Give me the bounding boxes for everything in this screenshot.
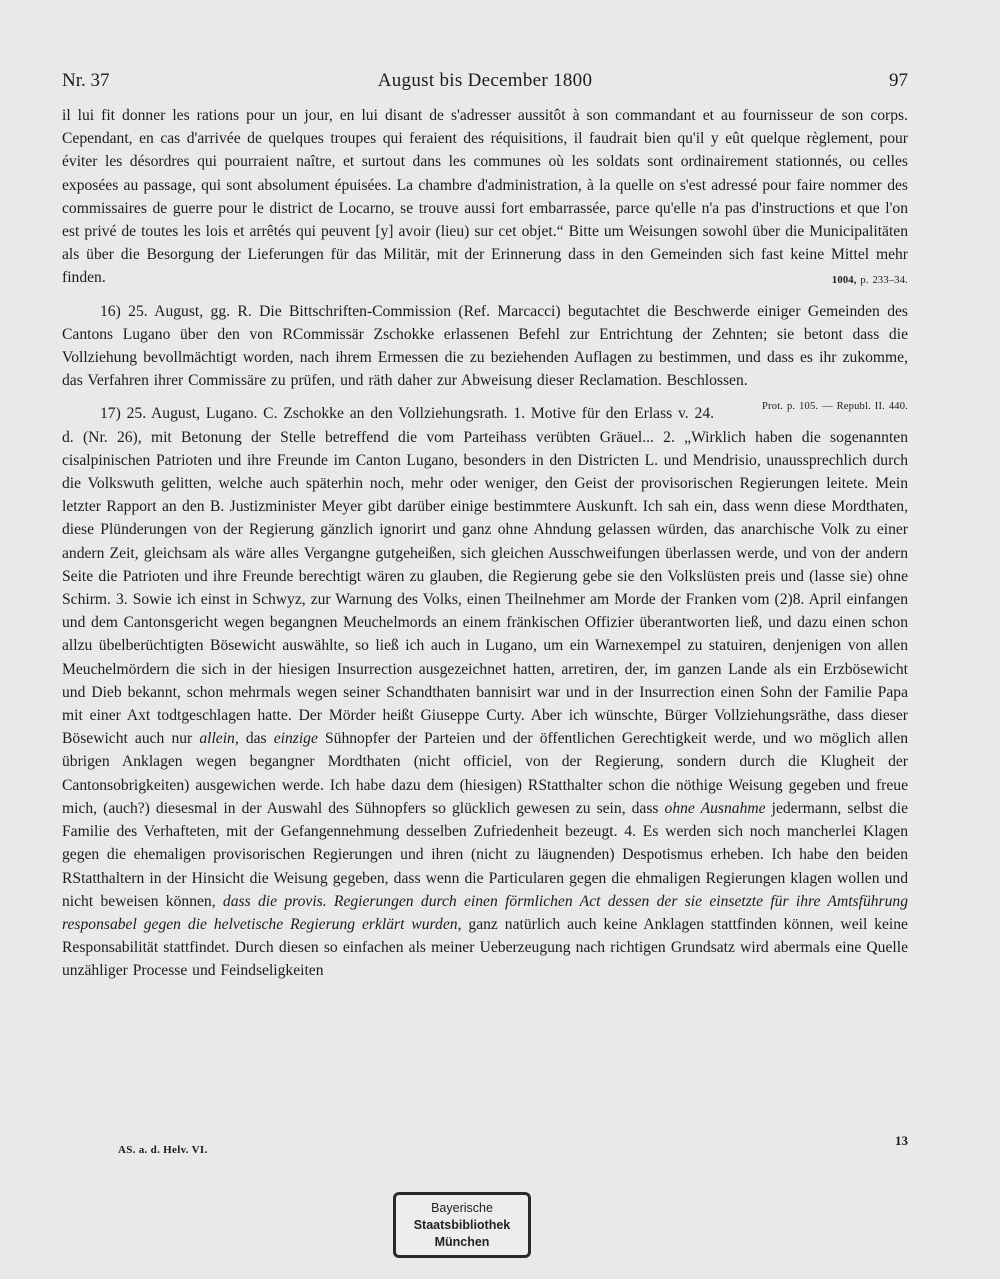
source-reference-number: 1004, [831, 275, 857, 287]
stamp-line: München [434, 1235, 490, 1249]
library-stamp [393, 1192, 531, 1258]
italic-emphasis: ohne Ausnahme [664, 799, 766, 817]
running-title: August bis December 1800 [377, 70, 593, 91]
italic-emphasis: allein, [199, 730, 239, 748]
running-header [62, 70, 908, 98]
page-number: 97 [889, 70, 908, 91]
signature-number: 13 [895, 1133, 908, 1148]
paragraph-continuation [62, 104, 908, 290]
paragraph-text: ganz natürlich auch keine Anklagen stattfinden können, weil keine Responsabilität stattfindet. Durch diesen so einfachen als meiner Ueberzeugung nach richtigen Grundsatz wird abermals eine Quelle unzähliger Processe und Feindseligkeiten [62, 915, 908, 980]
source-reference: Prot. p. 105. — Republ. II. 440. [762, 401, 908, 413]
stamp-line: Bayerische [431, 1201, 493, 1215]
paragraph-text: das [238, 730, 274, 748]
paragraph-text: 17) 25. August, Lugano. C. Zschokke an den Vollziehungsrath. 1. Motive für den Erlass v. 24. d. (Nr. 26), mit Betonung der Stelle betreffend die vom Parteihass verübten Gräuel... 2. „Wirklich haben die sogenannten cisalpinischen Patrioten und ihre Freunde im Canton Lugano, besonders in den Districten L. und Mendrisio, unaussprechlich durch die Volkswuth gelitten, welche auch späterhin noch, mehr oder weniger, den Geist der provisorischen Regierungen leitete. Mein letzter Rapport an den B. Justizminister Meyer gibt darüber einige bestimmtere Auskunft. Ich sah ein, dass wenn diese Mordthaten, diese Plünderungen von der Regierung gänzlich ignorirt und ganz ohne Ahndung gelassen würden, das anarchische Volk zu einer andern Zeit, gleichsam als wäre alles Vergangne gutgeheißen, sich gleichen Ausschweifungen überlassen werde, und von der andern Seite die Patrioten und ihre Freunde berechtigt wären zu glauben, die Regierung gebe sie den Volkslüsten preis und (lasse sie) ohne Schirm. 3. Sowie ich einst in Schwyz, zur Warnung des Volks, einen Theilnehmer am Morde der Franken vom (2)8. April einfangen und dem Cantonsgericht wegen begangnen Meuchelmords an einem fränkischen Offizier überantworten ließ, und dazu einen schon allzu übelberüchtigten Bösewicht auswählte, so ließ ich auch in Lugano, um ein Warnexempel zu statuiren, denjenigen von allen Meuchelmördern die sich in der hiesigen Insurrection ausgezeichnet hatten, arretiren, der, im ganzen Lande als ein Erzbösewicht und Dieb bekannt, schon mehrmals wegen seiner Schandthaten bannisirt war und in der Insurrection einen Sohn der Familie Papa mit einer Axt todtgeschlagen hatte. Der Mörder heißt Giuseppe Curty. Aber ich wünschte, Bürger Vollziehungsräthe, dass dieser Bösewicht auch nur [62, 405, 908, 748]
paragraph-text: jedermann, selbst die Familie des Verhafteten, mit der Gefangennehmung desselben Zufriedenheit bezeugt. 4. Es werden sich noch mancherlei Klagen gegen die ehemaligen provisorischen Regierungen und ihren (nicht zu läugnenden) Despotismus erheben. Ich habe den beiden RStatthaltern in der Hinsicht die Weisung gegeben, dass wenn die Particularen gegen die ehmaligen Regierungen klagen wollen und nicht beweisen können, [62, 799, 908, 910]
paragraph-entry-17 [62, 402, 908, 982]
source-reference-pages: p. 233–34. [856, 275, 908, 287]
paragraph-entry-16 [62, 300, 908, 413]
italic-emphasis: dass die provis. Regierungen durch einen förmlichen Act dessen der sie einsetzte für ihre Amtsführung responsabel gegen die helvetische Regierung erklärt wurden, [62, 892, 908, 933]
italic-emphasis: einzige [273, 730, 318, 748]
paragraph-text: il lui fit donner les rations pour un jour, en lui disant de s'adresser aussitôt à son commandant et au fournisseur de son corps. Cependant, en cas d'arrivée de quelques troupes qui feraient des réquisitions, il faudrait bien qu'il y eût quelque règlement, pour éviter les désordres qui pourraient naître, et surtout dans les communes où les soldats sont ordinairement stationnés, ou celles exposées au passage, qui sont absolument épuisées. La chambre d'administration, à la quelle on s'est adressé pour faire nommer des commissaires de guerre pour le district de Locarno, se trouve aussi fort embarrassée, parce qu'elle n'a pas d'instructions et que l'on est privé de toutes les lois et arrêtés qui peuvent [y] avoir (lieu) sur cet objet.“ Bitte um Weisungen sowohl über die Municipalitäten als über die Besorgung der Lieferungen für das Militär, mit der Erinnerung dass in den Gemeinden sich fast keine Mittel mehr finden. [62, 107, 908, 287]
document-number: Nr. 37 [62, 70, 110, 91]
body-text [62, 104, 908, 983]
source-reference [832, 269, 908, 292]
paragraph-text: 16) 25. August, gg. R. Die Bittschriften-Commission (Ref. Marcacci) begutachtet die Beschwerde einiger Gemeinden des Cantons Lugano über den von RCommissär Zschokke erlassenen Befehl zur Entrichtung der Zehnten; sie betont dass die Vollziehung bevollmächtigt worden, nach ihrem Ermessen die zu beziehenden Auflagen zu bestimmen, und dass es ihr zukomme, das Verfahren ihrer Commissäre zu prüfen, und räth daher zur Abweisung dieser Reclamation. Beschlossen. [62, 302, 908, 390]
paragraph-text: Sühnopfer der Parteien und der öffentlichen Gerechtigkeit werde, und wo möglich allen übrigen Anklagen wegen begangner Mordthaten (nicht officiel, von der Regierung, sondern durch die Klugheit der Cantonsobrigkeiten) ausgewichen werde. Ich habe dazu dem (hiesigen) RStatthalter schon die nöthige Weisung gegeben und freue mich, (auch?) diesesmal in der Auswahl des Sühnopfers so glücklich gewesen zu sein, dass [62, 730, 908, 817]
footer-series-title: AS. a. d. Helv. VI. [118, 1144, 208, 1156]
stamp-line: Staatsbibliothek [413, 1218, 511, 1232]
